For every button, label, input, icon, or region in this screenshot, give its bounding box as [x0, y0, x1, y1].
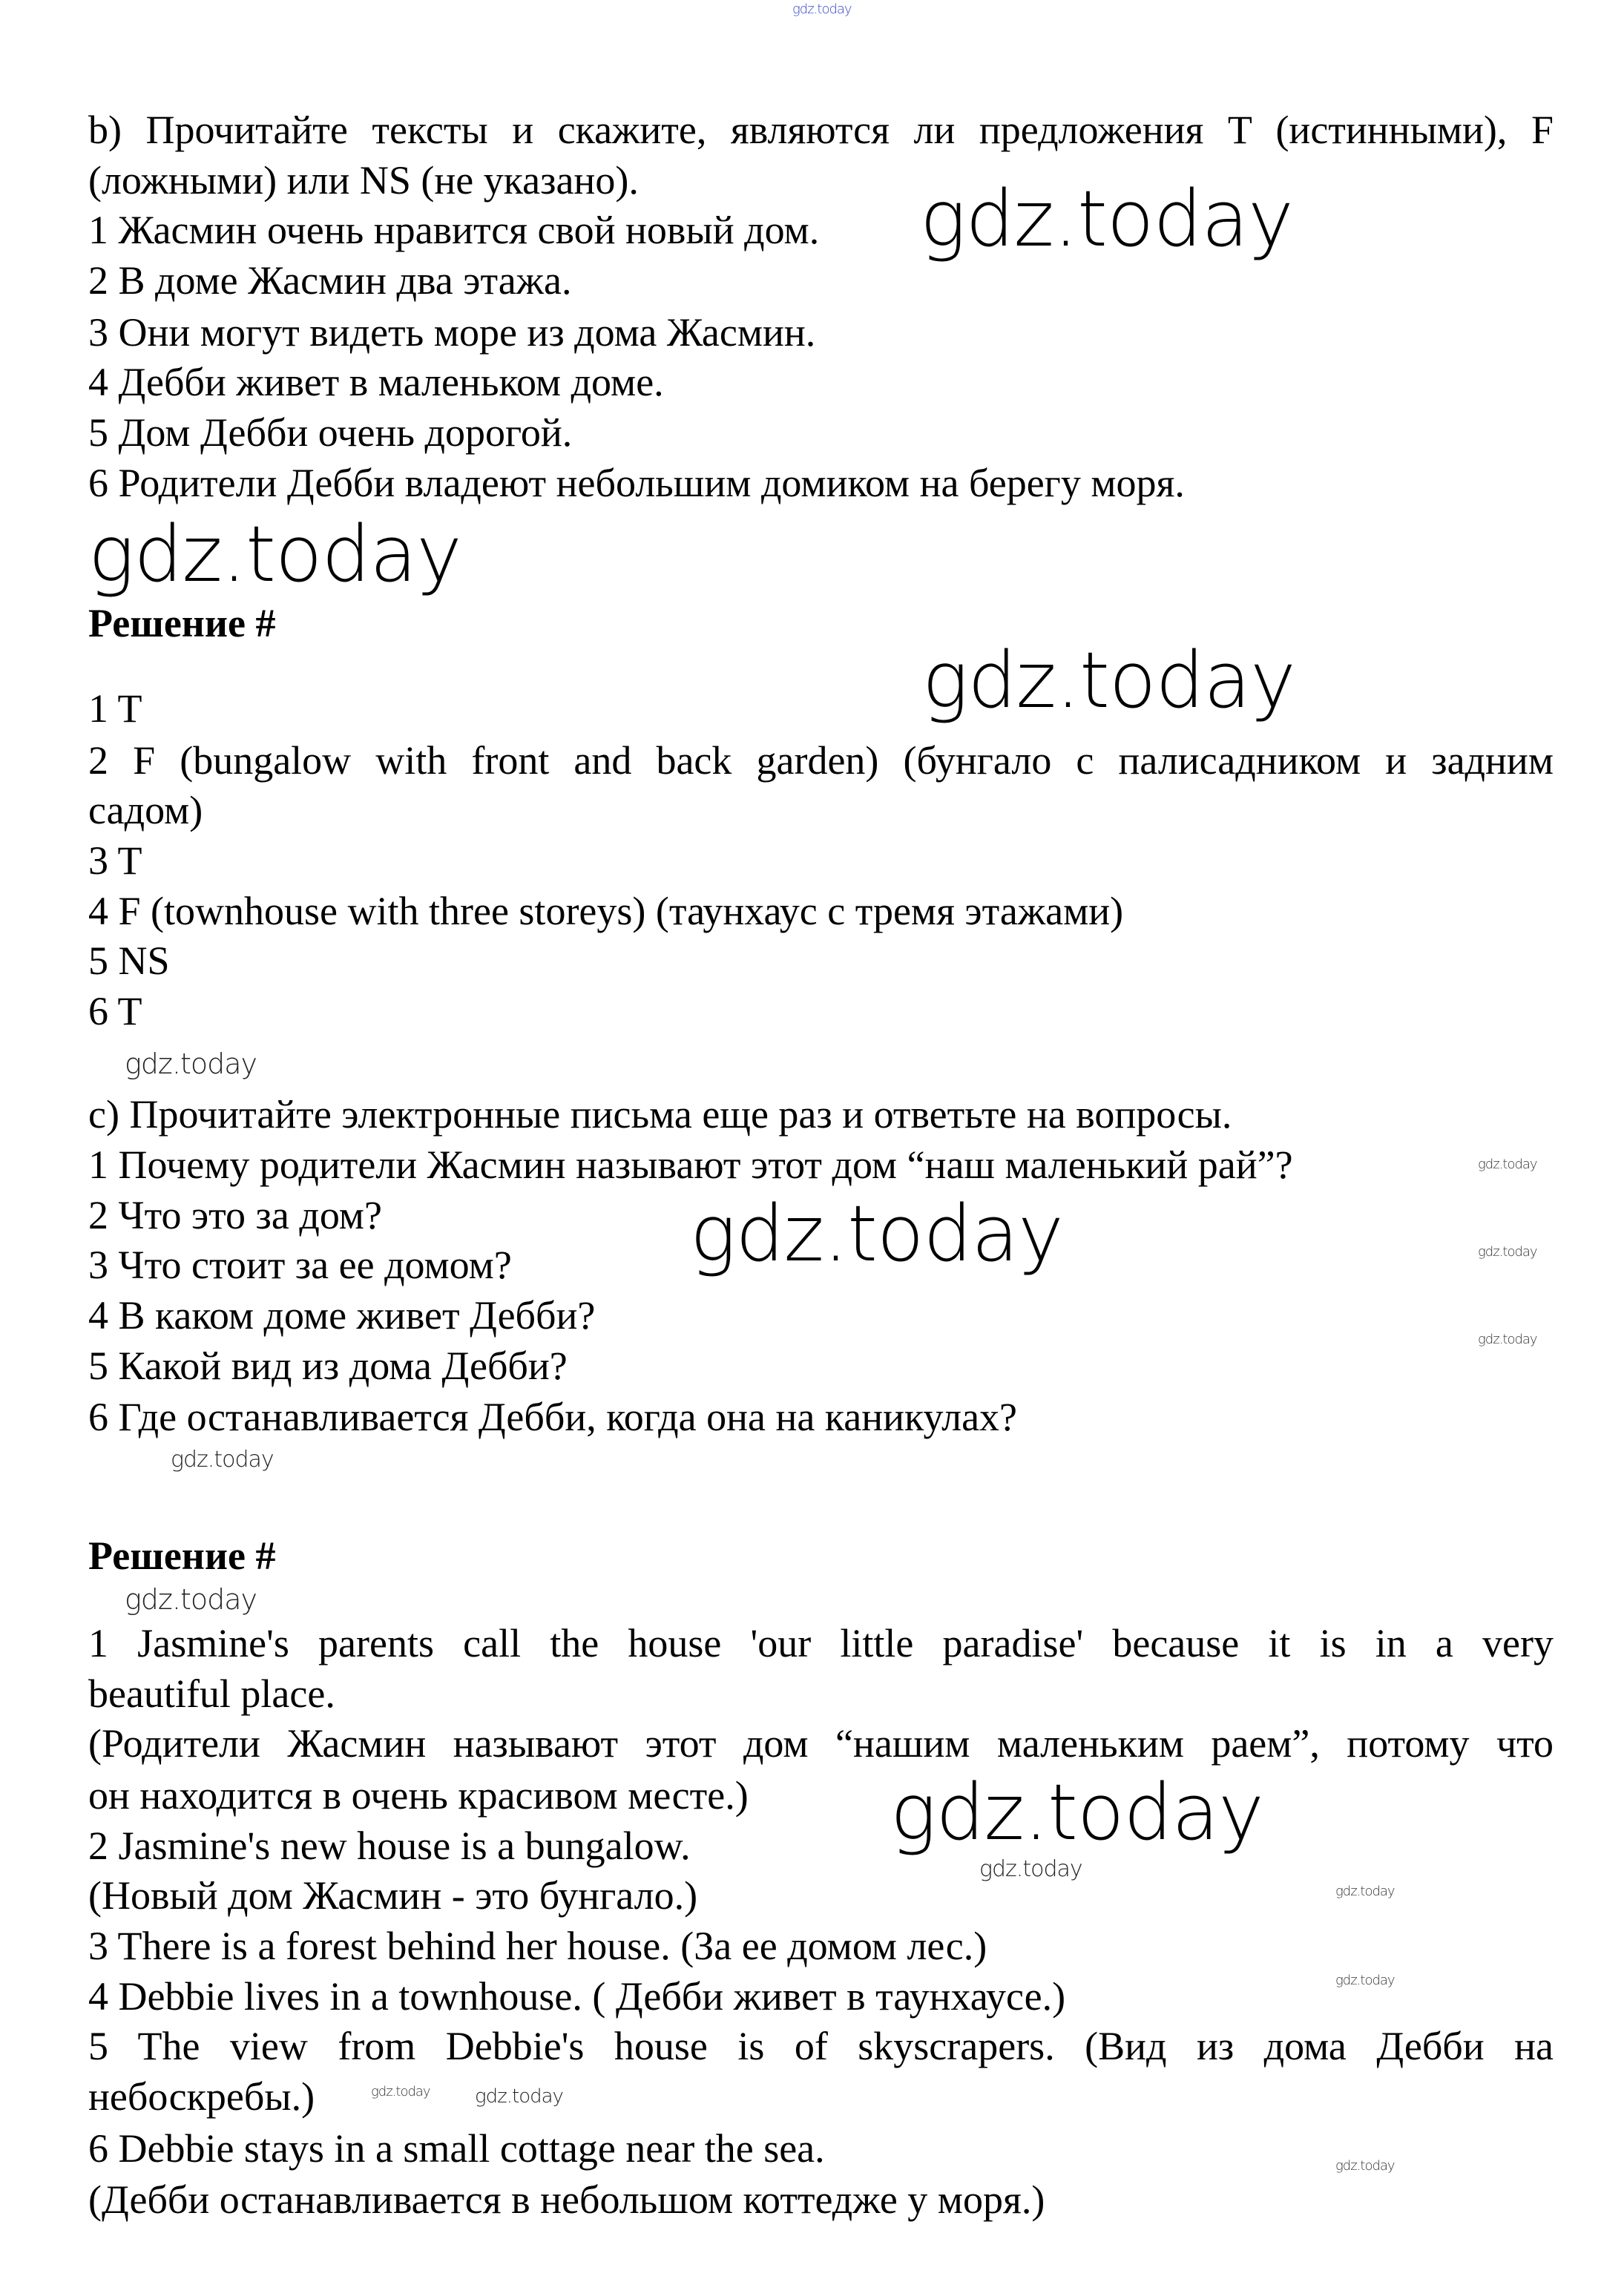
answer: (Новый дом Жасмин - это бунгало.) — [88, 1873, 698, 1918]
answer: садом) — [88, 788, 203, 832]
watermark: gdz.today — [890, 1767, 1263, 1858]
watermark: gdz.today — [125, 1583, 257, 1616]
watermark: gdz.today — [1335, 1884, 1395, 1899]
answer: 2 F (bungalow with front and back garden) (бунгало с палисадником и задним — [88, 738, 1554, 783]
answer: он находится в очень красивом месте.) — [88, 1773, 749, 1818]
question: 1 Почему родители Жасмин называют этот дом “наш маленький рай”? — [88, 1142, 1293, 1187]
watermark: gdz.today — [475, 2085, 563, 2108]
question: 5 Какой вид из дома Дебби? — [88, 1344, 568, 1388]
question: 3 Что стоит за ее домом? — [88, 1243, 512, 1287]
watermark: gdz.today — [1478, 1332, 1537, 1347]
question: 6 Где останавливается Дебби, когда она на каникулах? — [88, 1395, 1018, 1439]
solution-heading: Решение # — [88, 1533, 276, 1578]
task-b-prompt: b) Прочитайте тексты и скажите, являются ли предложения T (истинными), F — [88, 108, 1554, 152]
watermark: gdz.today — [792, 1, 852, 17]
watermark: gdz.today — [920, 174, 1293, 264]
question: 4 В каком доме живет Дебби? — [88, 1293, 596, 1338]
statement: 1 Жасмин очень нравится свой новый дом. — [88, 208, 820, 252]
answer: (Родители Жасмин называют этот дом “нашим маленьким раем”, потому что — [88, 1721, 1554, 1766]
watermark: gdz.today — [1335, 2158, 1395, 2174]
statement: 6 Родители Дебби владеют небольшим домиком на берегу моря. — [88, 461, 1185, 505]
watermark: gdz.today — [88, 509, 461, 599]
answer: 3 There is a forest behind her house. (За ее домом лес.) — [88, 1924, 987, 1968]
watermark: gdz.today — [371, 2084, 430, 2099]
task-b-prompt-cont: (ложными) или NS (не указано). — [88, 158, 639, 203]
answer: (Дебби останавливается в небольшом коттедже у моря.) — [88, 2177, 1045, 2222]
answer: 3 T — [88, 838, 142, 883]
statement: 3 Они могут видеть море из дома Жасмин. — [88, 310, 816, 355]
watermark: gdz.today — [1478, 1157, 1537, 1172]
answer: 4 Debbie lives in a townhouse. ( Дебби живет в таунхаусе.) — [88, 1974, 1066, 2019]
watermark: gdz.today — [171, 1447, 274, 1473]
answer: 6 Debbie stays in a small cottage near the sea. — [88, 2126, 825, 2171]
watermark: gdz.today — [922, 635, 1295, 726]
answer: 5 The view from Debbie's house is of skyscrapers. (Вид из дома Дебби на — [88, 2024, 1554, 2068]
watermark: gdz.today — [1335, 1973, 1395, 1988]
answer: 6 T — [88, 989, 142, 1033]
answer: 5 NS — [88, 938, 170, 983]
question: 2 Что это за дом? — [88, 1193, 382, 1237]
watermark: gdz.today — [979, 1856, 1082, 1882]
watermark: gdz.today — [125, 1048, 257, 1080]
solution-heading: Решение # — [88, 601, 276, 645]
watermark: gdz.today — [1478, 1244, 1537, 1260]
statement: 4 Дебби живет в маленьком доме. — [88, 360, 664, 404]
statement: 5 Дом Дебби очень дорогой. — [88, 410, 573, 455]
answer: небоскребы.) — [88, 2074, 315, 2119]
answer: 1 T — [88, 686, 142, 731]
answer: 1 Jasmine's parents call the house 'our little paradise' because it is in a very — [88, 1621, 1554, 1665]
answer: 4 F (townhouse with three storeys) (таунхаус с тремя этажами) — [88, 889, 1124, 933]
watermark: gdz.today — [690, 1188, 1063, 1279]
answer: 2 Jasmine's new house is a bungalow. — [88, 1823, 691, 1868]
answer: beautiful place. — [88, 1671, 335, 1716]
statement: 2 В доме Жасмин два этажа. — [88, 258, 572, 303]
task-c-prompt: c) Прочитайте электронные письма еще раз и ответьте на вопросы. — [88, 1092, 1232, 1137]
